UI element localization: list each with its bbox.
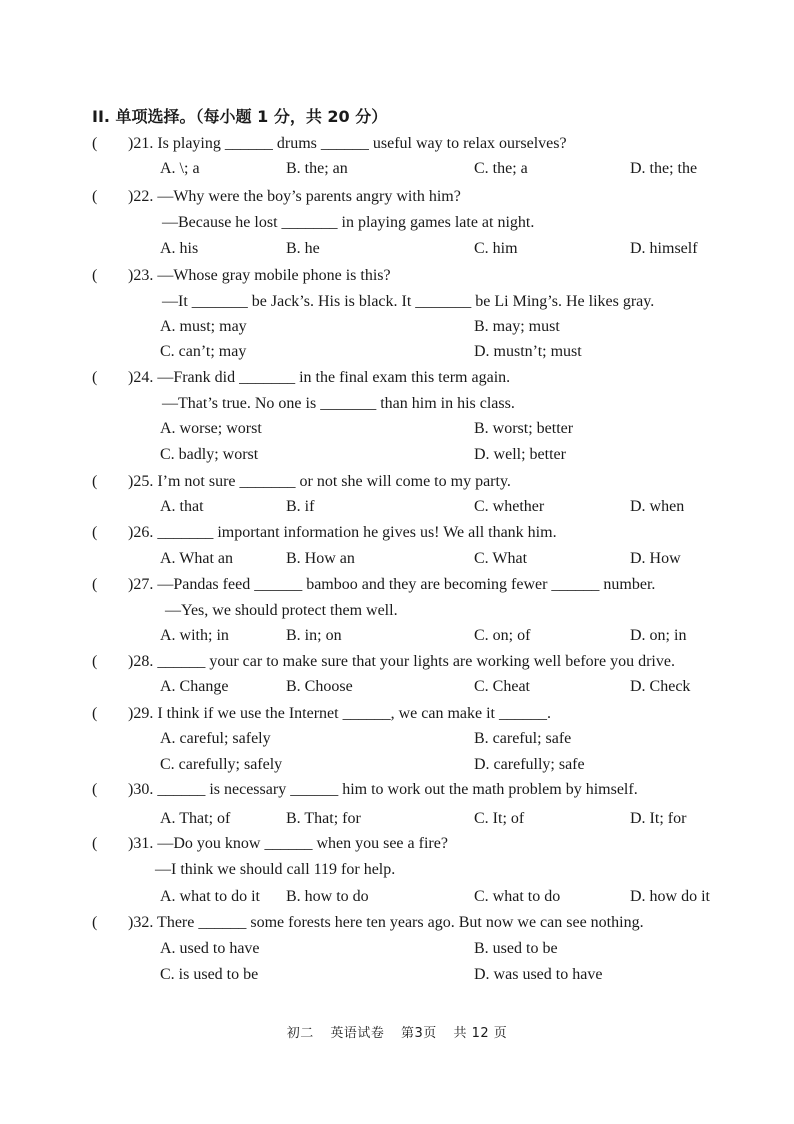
answer-option: A. Change (160, 678, 229, 695)
question-dialogue-line: —Yes, we should protect them well. (165, 602, 398, 619)
answer-option: C. whether (474, 498, 545, 515)
answer-option: A. careful; safely (160, 730, 271, 747)
answer-option: C. It; of (474, 810, 525, 827)
question-stem-24: )24. —Frank did _______ in the final exam this term again. (128, 369, 511, 386)
answer-option: B. he (286, 240, 320, 257)
answer-option: D. on; in (630, 627, 687, 644)
question-dialogue-line: —It _______ be Jack’s. His is black. It _______ be Li Ming’s. He likes gray. (162, 293, 655, 310)
footer-page: 第3页 (401, 1026, 437, 1041)
question-stem-21: )21. Is playing ______ drums ______ useful way to relax ourselves? (128, 135, 567, 152)
answer-option: A. worse; worst (160, 420, 262, 437)
answer-option: D. It; for (630, 810, 687, 827)
answer-option: D. the; the (630, 160, 698, 177)
answer-option: A. that (160, 498, 204, 515)
answer-bracket: ( (92, 835, 98, 852)
answer-option: A. used to have (160, 940, 260, 957)
answer-option: B. Choose (286, 678, 353, 695)
question-stem-23: )23. —Whose gray mobile phone is this? (128, 267, 391, 284)
question-stem-30: )30. ______ is necessary ______ him to work out the math problem by himself. (128, 781, 638, 798)
answer-option: A. \; a (160, 160, 200, 177)
answer-option: B. if (286, 498, 315, 515)
answer-option: C. on; of (474, 627, 531, 644)
answer-bracket: ( (92, 653, 98, 670)
answer-option: C. is used to be (160, 966, 259, 983)
answer-bracket: ( (92, 473, 98, 490)
answer-option: D. was used to have (474, 966, 603, 983)
answer-option: D. himself (630, 240, 698, 257)
answer-option: C. the; a (474, 160, 528, 177)
question-stem-29: )29. I think if we use the Internet ______, we can make it ______. (128, 705, 551, 722)
footer-grade: 初二 (286, 1026, 314, 1041)
answer-bracket: ( (92, 188, 98, 205)
answer-bracket: ( (92, 781, 98, 798)
answer-bracket: ( (92, 267, 98, 284)
question-stem-25: )25. I’m not sure _______ or not she will come to my party. (128, 473, 511, 490)
question-stem-31: )31. —Do you know ______ when you see a fire? (128, 835, 448, 852)
footer-subject: 英语试卷 (330, 1026, 385, 1041)
answer-bracket: ( (92, 576, 98, 593)
question-stem-28: )28. ______ your car to make sure that your lights are working well before you drive. (128, 653, 675, 670)
question-stem-26: )26. _______ important information he gives us! We all thank him. (128, 524, 557, 541)
answer-bracket: ( (92, 369, 98, 386)
answer-option: C. badly; worst (160, 446, 259, 463)
answer-option: A. What an (160, 550, 234, 567)
question-dialogue-line: —Because he lost _______ in playing games late at night. (162, 214, 535, 231)
answer-option: C. What (474, 550, 528, 567)
answer-option: B. careful; safe (474, 730, 572, 747)
answer-option: D. how do it (630, 888, 710, 905)
answer-option: D. carefully; safe (474, 756, 585, 773)
answer-option: D. mustn’t; must (474, 343, 582, 360)
answer-option: B. how to do (286, 888, 369, 905)
answer-option: A. his (160, 240, 199, 257)
answer-option: A. with; in (160, 627, 229, 644)
answer-bracket: ( (92, 135, 98, 152)
page-footer (0, 1022, 794, 1041)
answer-option: B. That; for (286, 810, 361, 827)
answer-option: A. what to do it (160, 888, 260, 905)
question-dialogue-line: —I think we should call 119 for help. (155, 861, 396, 878)
footer-total: 共 12 页 (453, 1026, 508, 1041)
answer-option: A. must; may (160, 318, 247, 335)
answer-option: C. carefully; safely (160, 756, 283, 773)
question-dialogue-line: —That’s true. No one is _______ than him in his class. (162, 395, 515, 412)
question-stem-32: )32. There ______ some forests here ten years ago. But now we can see nothing. (128, 914, 644, 931)
answer-bracket: ( (92, 914, 98, 931)
answer-option: D. How (630, 550, 681, 567)
answer-option: D. when (630, 498, 685, 515)
answer-option: C. can’t; may (160, 343, 247, 360)
answer-bracket: ( (92, 705, 98, 722)
answer-option: B. used to be (474, 940, 558, 957)
question-stem-22: )22. —Why were the boy’s parents angry with him? (128, 188, 461, 205)
answer-option: C. him (474, 240, 518, 257)
answer-option: B. may; must (474, 318, 560, 335)
answer-option: B. worst; better (474, 420, 574, 437)
answer-option: D. well; better (474, 446, 566, 463)
answer-option: B. the; an (286, 160, 348, 177)
section-title: II. 单项选择。（每小题 1 分，共 20 分） (92, 107, 388, 126)
answer-option: B. How an (286, 550, 355, 567)
answer-option: B. in; on (286, 627, 342, 644)
question-stem-27: )27. —Pandas feed ______ bamboo and they are becoming fewer ______ number. (128, 576, 656, 593)
answer-option: A. That; of (160, 810, 231, 827)
answer-option: C. Cheat (474, 678, 530, 695)
answer-option: D. Check (630, 678, 691, 695)
answer-bracket: ( (92, 524, 98, 541)
answer-option: C. what to do (474, 888, 561, 905)
